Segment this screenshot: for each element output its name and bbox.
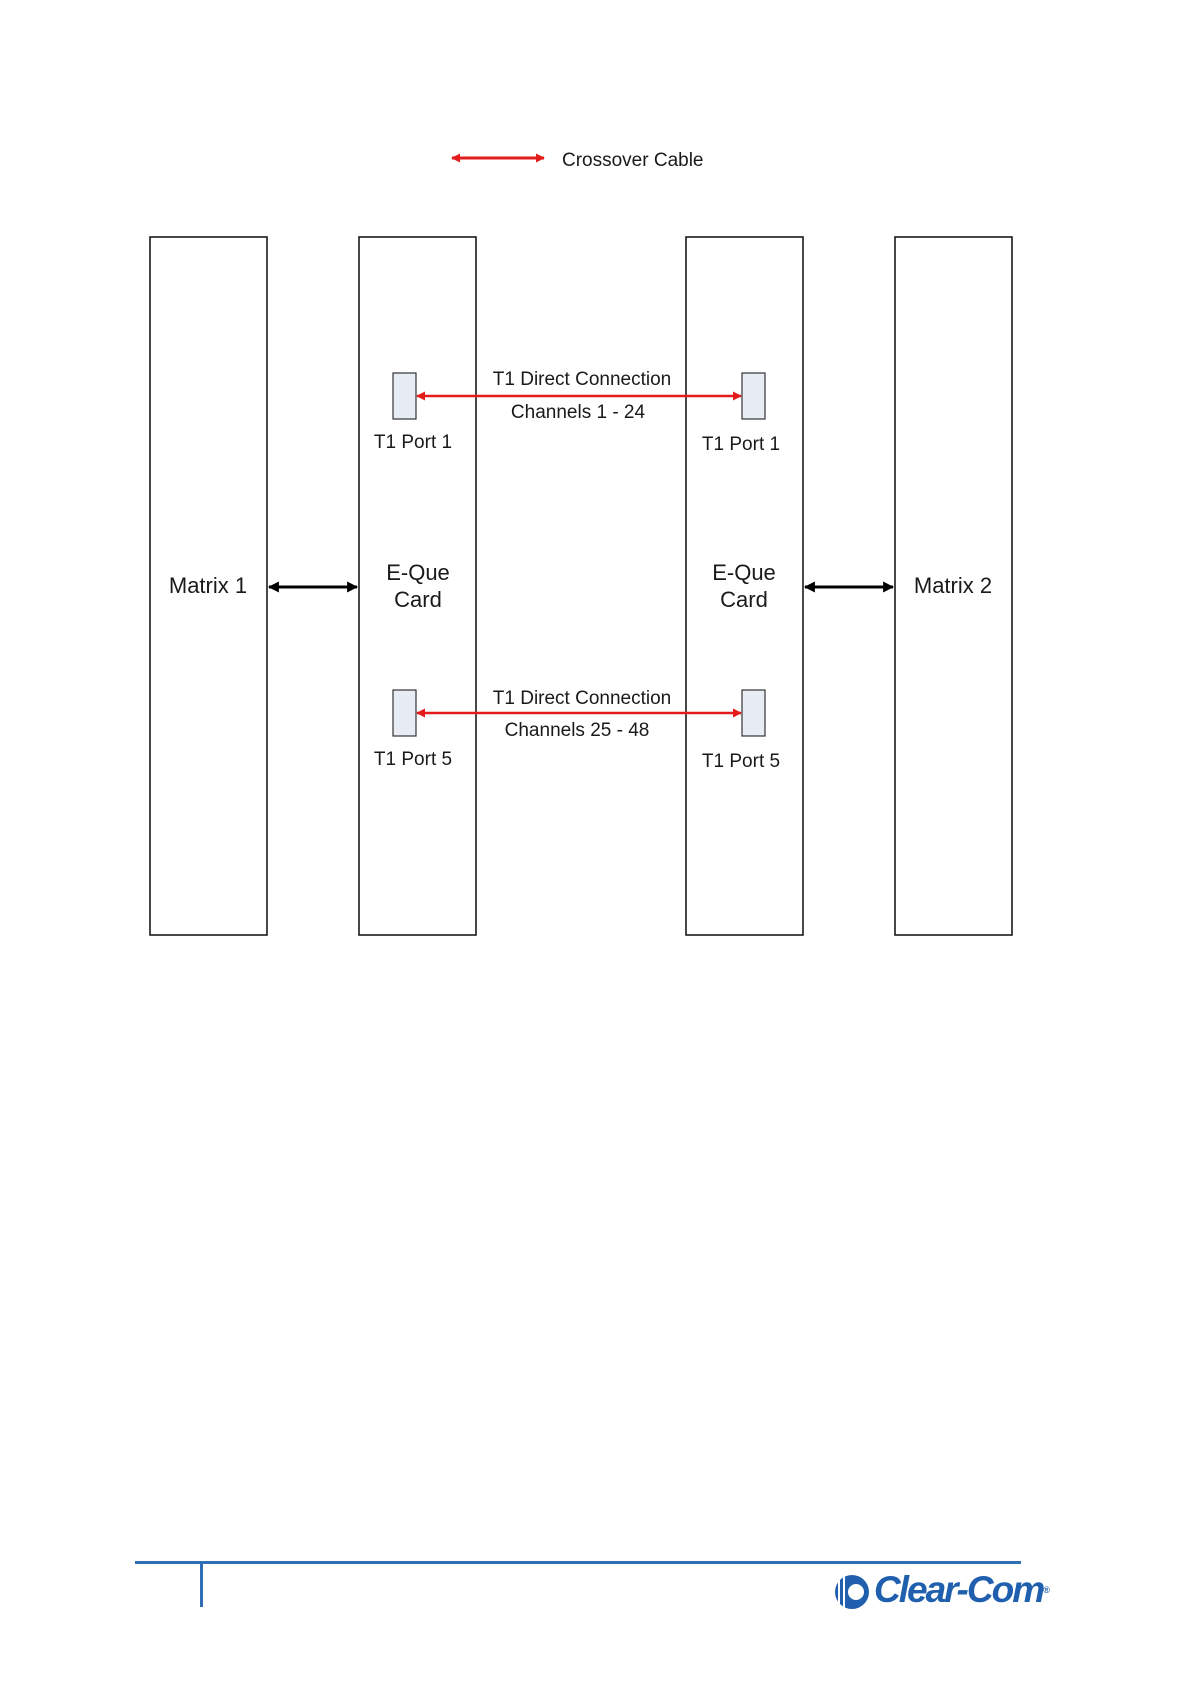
t1-port-1-right-label: T1 Port 1 <box>701 434 781 455</box>
t1-port-5-left-connector <box>393 690 416 736</box>
eque-card-left-label-line2: Card <box>394 587 442 612</box>
t1-connection-bottom-title: T1 Direct Connection <box>492 688 672 709</box>
t1-port-5-left-label: T1 Port 5 <box>373 749 453 770</box>
eque-card-left-label-line1: E-Que <box>386 560 450 585</box>
matrix-1-label: Matrix 1 <box>168 573 248 598</box>
eque-card-right-label-line2: Card <box>720 587 768 612</box>
logo-wordmark <box>874 1570 1050 1610</box>
clear-com-logo <box>830 1568 1050 1614</box>
footer-rule <box>135 1561 1021 1564</box>
t1-connection-bottom-channels: Channels 25 - 48 <box>504 720 650 741</box>
legend-label: Crossover Cable <box>562 150 704 171</box>
eque-card-right-block <box>686 237 803 935</box>
clear-com-logo-icon <box>830 1572 870 1612</box>
logo-text: Clear-Com <box>874 1569 1044 1610</box>
matrix-2-label: Matrix 2 <box>913 573 993 598</box>
t1-connection-top-title: T1 Direct Connection <box>492 369 672 390</box>
t1-port-5-right-connector <box>742 690 765 736</box>
t1-port-1-right-connector <box>742 373 765 419</box>
eque-card-left-block <box>359 237 476 935</box>
t1-connection-top-channels: Channels 1 - 24 <box>510 402 646 423</box>
logo-registered-mark: ® <box>1043 1585 1050 1595</box>
t1-port-5-right-label: T1 Port 5 <box>701 751 781 772</box>
eque-card-right-label-line1: E-Que <box>712 560 776 585</box>
t1-port-1-left-label: T1 Port 1 <box>373 432 453 453</box>
footer-page-marker <box>200 1563 203 1607</box>
t1-port-1-left-connector <box>393 373 416 419</box>
